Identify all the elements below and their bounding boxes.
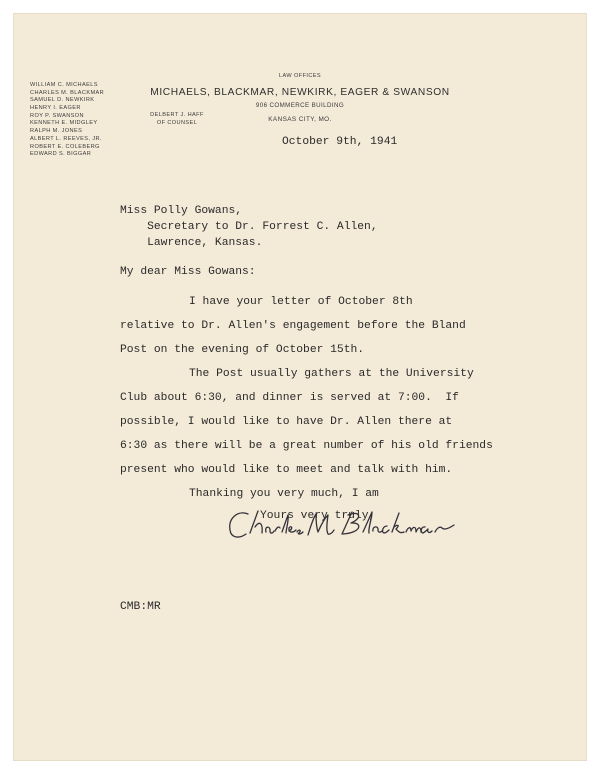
firm-city: KANSAS CITY, MO. xyxy=(268,116,332,123)
firm-building: 906 COMMERCE BUILDING xyxy=(255,102,345,109)
partners-list xyxy=(30,83,140,160)
body-line: Thanking you very much, I am xyxy=(189,488,379,500)
body-line: Post on the evening of October 15th. xyxy=(120,344,365,356)
body-line: present who would like to meet and talk with him. xyxy=(120,464,453,476)
partner-name: ALBERT L. REEVES, JR. xyxy=(30,135,102,142)
salutation: My dear Miss Gowans: xyxy=(120,266,256,278)
partner-name: EDWARD S. BIGGAR xyxy=(30,151,92,158)
partner-name: KENNETH E. MIDGLEY xyxy=(30,120,98,127)
partner-name: SAMUEL D. NEWKIRK xyxy=(30,97,95,104)
partner-name: ROBERT E. COLEBERG xyxy=(30,143,100,150)
body-line: relative to Dr. Allen's engagement before the Bland xyxy=(120,320,466,332)
body-line: I have your letter of October 8th xyxy=(189,296,413,308)
partner-name: RALPH M. JONES xyxy=(30,128,83,135)
partner-name: ROY P. SWANSON xyxy=(30,112,84,119)
letterhead-label: LAW OFFICES xyxy=(278,73,322,79)
body-line: possible, I would like to have Dr. Allen there at xyxy=(120,416,453,428)
address-line: Miss Polly Gowans, xyxy=(120,205,243,217)
partner-name: HENRY I. EAGER xyxy=(30,105,81,112)
partner-name: WILLIAM C. MICHAELS xyxy=(30,82,98,88)
partner-name: CHARLES M. BLACKMAR xyxy=(30,89,105,96)
body-line: Club about 6:30, and dinner is served at 7:00. If xyxy=(120,392,459,404)
counsel-title: OF COUNSEL xyxy=(156,120,198,126)
typist-initials: CMB:MR xyxy=(120,601,161,613)
firm-name: MICHAELS, BLACKMAR, NEWKIRK, EAGER & SWANSON xyxy=(150,87,450,98)
letter-date: October 9th, 1941 xyxy=(282,136,398,148)
closing: Yours very truly, xyxy=(260,510,376,522)
body-line: 6:30 as there will be a great number of his old friends xyxy=(120,440,493,452)
signature xyxy=(222,505,472,545)
address-line: Lawrence, Kansas. xyxy=(120,237,263,249)
counsel-name: DELBERT J. HAFF xyxy=(150,112,204,118)
body-line: The Post usually gathers at the University xyxy=(189,368,474,380)
address-line: Secretary to Dr. Forrest C. Allen, xyxy=(120,221,378,233)
